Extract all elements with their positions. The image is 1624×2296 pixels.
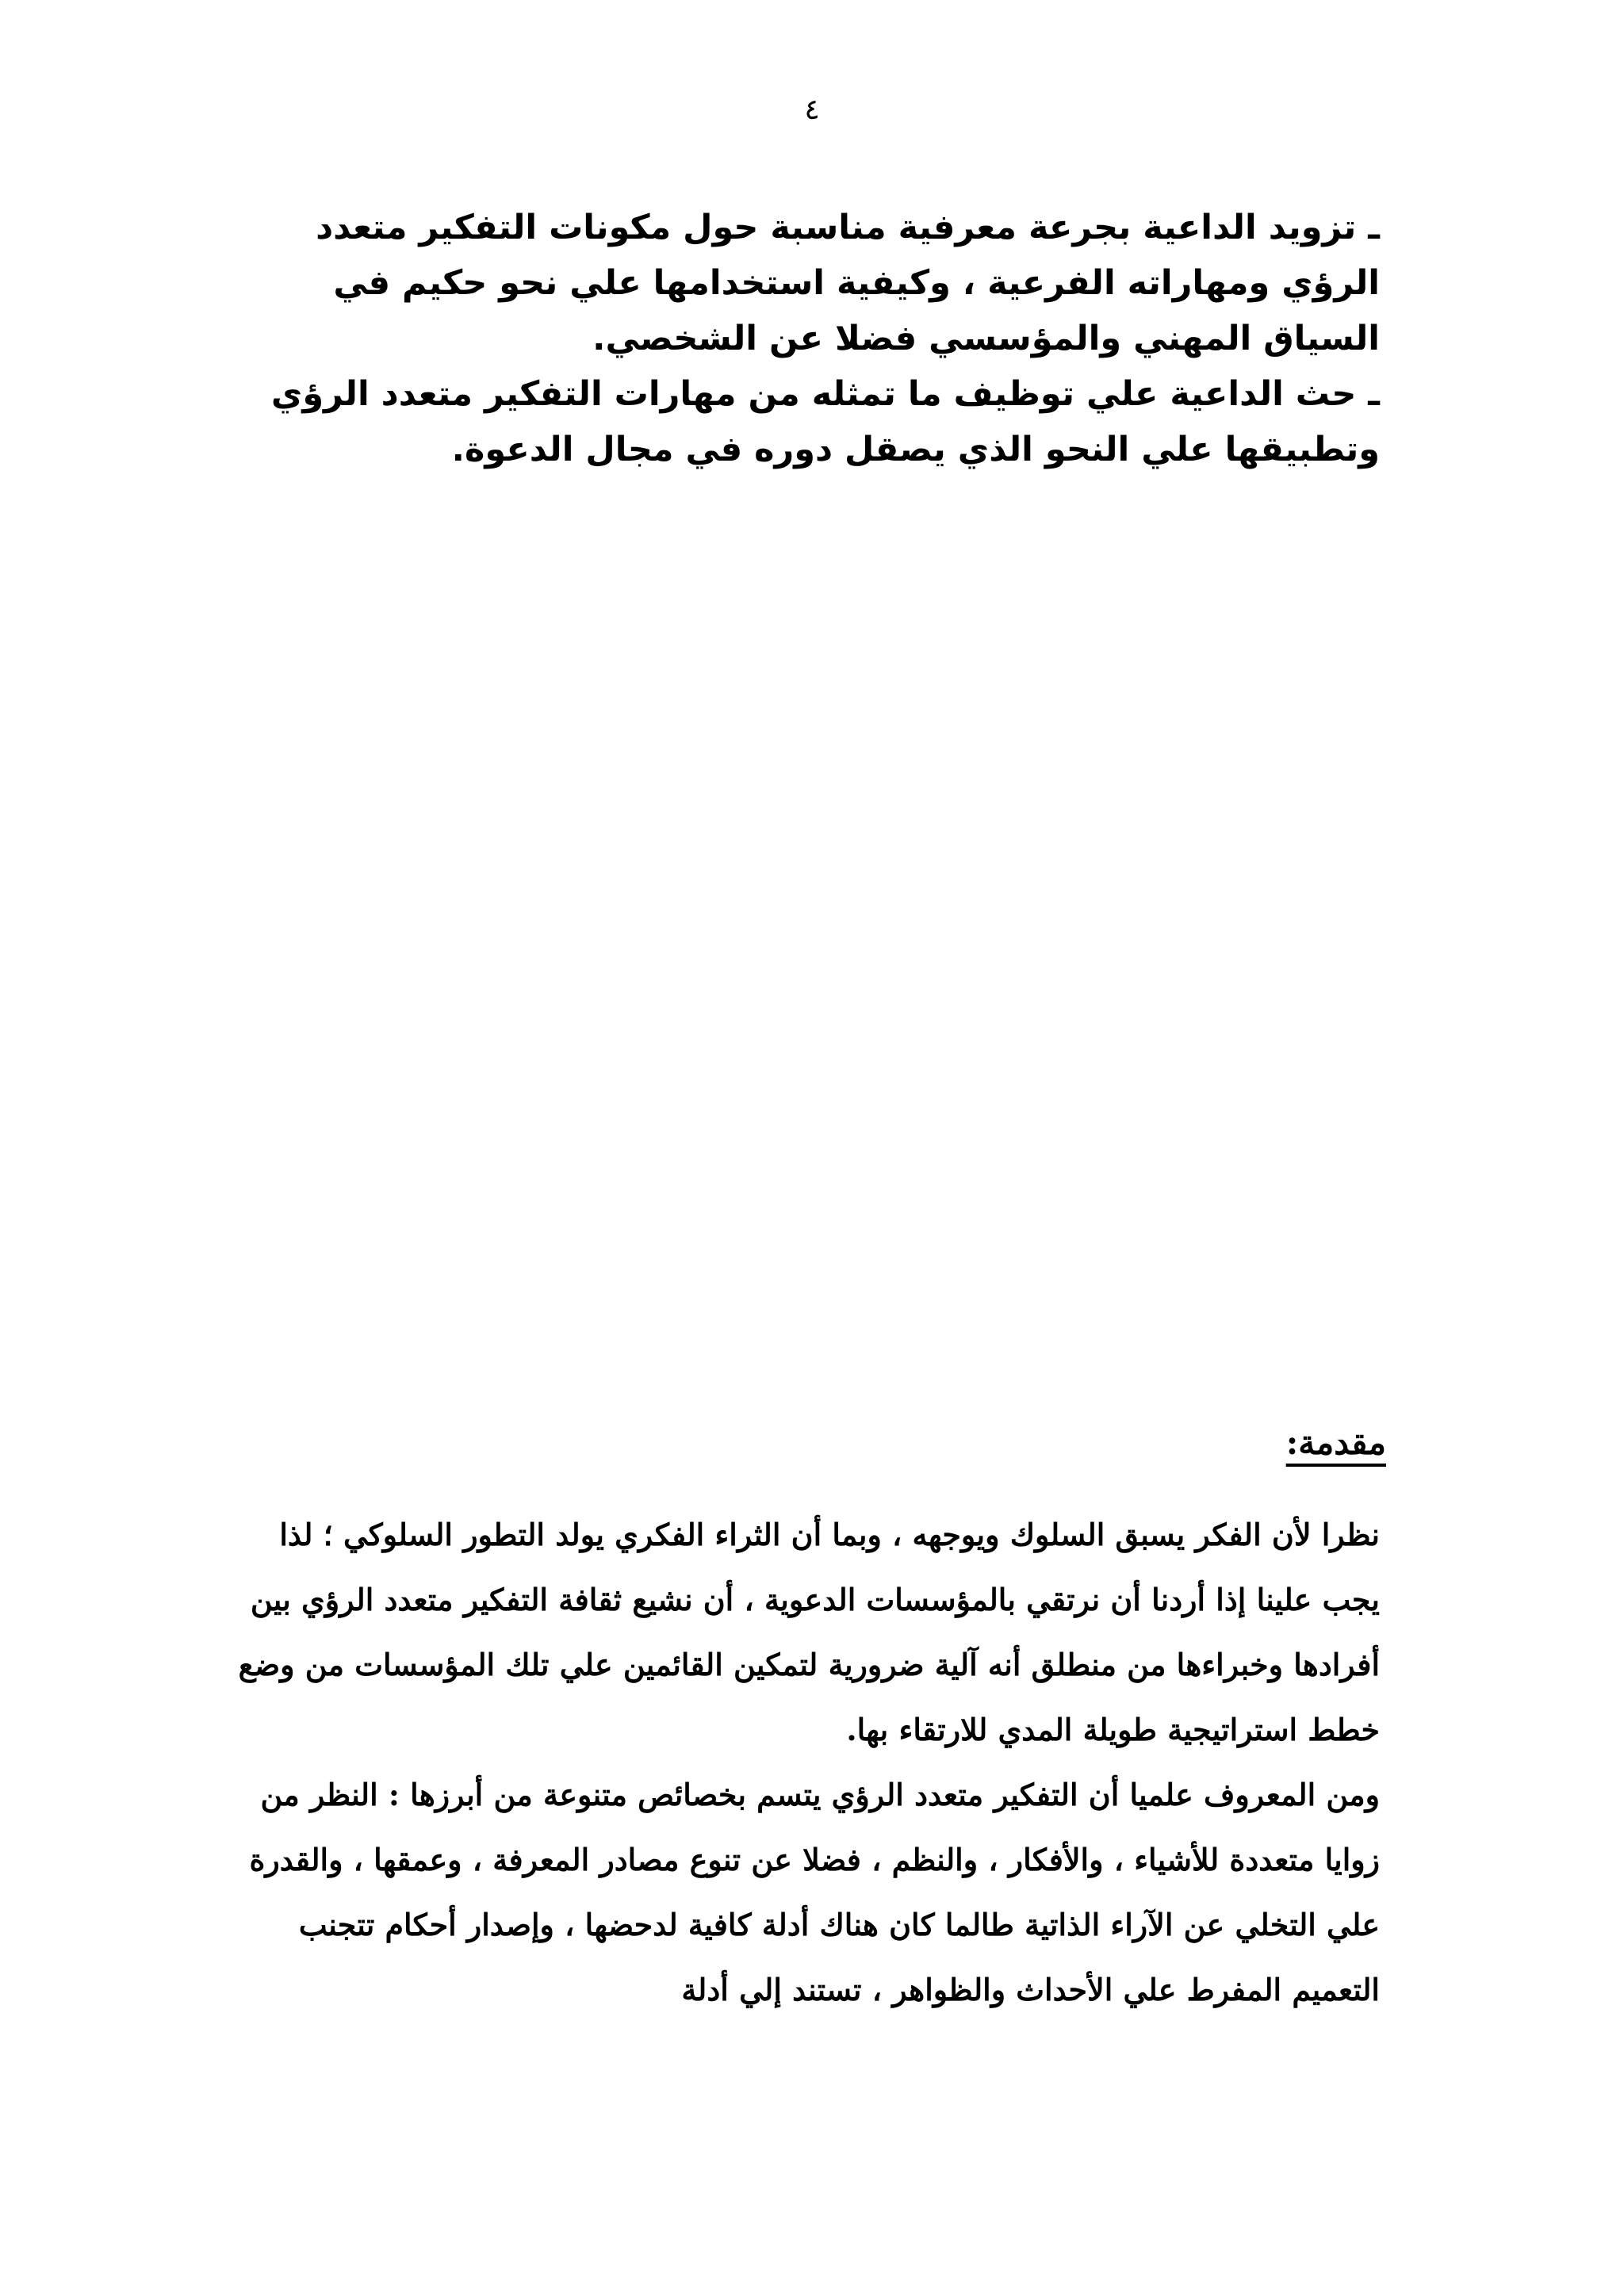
introduction-body — [238, 1502, 1380, 2022]
introduction-paragraph: نظرا لأن الفكر يسبق السلوك ويوجهه ، وبما أن الثراء الفكري يولد التطور السلوكي ؛ لذا يجب علينا إذا أردنا أن نرتقي بالمؤسسات الدعوية ، أن نشيع ثقافة التفكير متعدد الرؤي بين أفرادها وخبراءها من منطلق أنه آلية ضرورية لتمكين القائمين علي تلك المؤسسات من وضع خطط استراتيجية طويلة المدي للارتقاء بها. — [238, 1517, 1380, 1747]
objective-item: ـ تزويد الداعية بجرعة معرفية مناسبة حول مكونات التفكير متعدد الرؤي ومهاراته الفرعية ، وكيفية استخدامها علي نحو حكيم في السياق المهني والمؤسسي فضلا عن الشخصي. — [316, 208, 1380, 358]
objectives-list — [238, 200, 1380, 477]
introduction-paragraph: ومن المعروف علميا أن التفكير متعدد الرؤي يتسم بخصائص متنوعة من أبرزها : النظر من زوايا متعددة للأشياء ، والأفكار ، والنظم ، فضلا عن تنوع مصادر المعرفة ، وعمقها ، والقدرة علي التخلي عن الآراء الذاتية طالما كان هناك أدلة كافية لدحضها ، وإصدار أحكام تتجنب التعميم المفرط علي الأحداث والظواهر ، تستند إلي أدلة — [249, 1777, 1380, 2007]
objective-item: ـ حث الداعية علي توظيف ما تمثله من مهارات التفكير متعدد الرؤي وتطبيقها علي النحو الذي يصقل دوره في مجال الدعوة. — [270, 374, 1380, 469]
page-number: ٤ — [804, 94, 820, 126]
introduction-heading: مقدمة: — [1285, 1423, 1386, 1462]
